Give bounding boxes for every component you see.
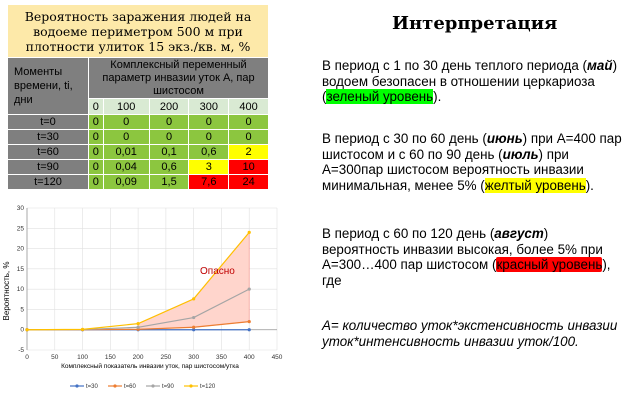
- data-point: [137, 322, 140, 325]
- y-tick-label: 0: [20, 326, 24, 334]
- y-tick-label: 20: [16, 245, 24, 253]
- data-point: [192, 326, 195, 329]
- x-tick-label: 450: [271, 354, 283, 361]
- probability-cell: 3: [189, 160, 229, 175]
- table-row: [8, 175, 269, 190]
- probability-cell: 0: [189, 130, 229, 145]
- y-tick-label: 25: [16, 225, 24, 233]
- y-tick-label: 5: [20, 306, 24, 314]
- danger-annotation: Опасно: [200, 266, 235, 277]
- probability-cell: 0: [89, 115, 104, 130]
- probability-line-chart: [0, 198, 290, 400]
- y-axis-label: Вероятность, %: [2, 261, 11, 321]
- a-value-header: 400: [229, 99, 269, 115]
- probability-cell: 0: [89, 130, 104, 145]
- paragraph-minimal: [322, 131, 622, 193]
- data-point: [192, 297, 195, 300]
- probability-cell: 2: [229, 145, 269, 160]
- x-tick-label: 150: [104, 354, 116, 361]
- text: В период с 60 по 120 день (: [322, 226, 495, 241]
- red-level-label: красный уровень: [496, 257, 603, 272]
- probability-cell: 0,6: [189, 145, 229, 160]
- table-row: [8, 130, 269, 145]
- x-axis-label: Комплексный показатель инвазии уток, пар шистосом/утка: [61, 363, 239, 370]
- month: май: [587, 58, 613, 73]
- data-point: [248, 288, 251, 291]
- text: В период с 1 по 30 день теплого периода (: [322, 58, 588, 73]
- legend-marker: [189, 384, 192, 387]
- table-row: [8, 145, 269, 160]
- legend-marker: [151, 384, 154, 387]
- table-row: [8, 160, 269, 175]
- legend-label: t=60: [124, 384, 136, 390]
- table-row: [8, 115, 269, 130]
- text: ) при А=300пар шистосом вероятность инвазии минимальная, менее 5% (: [322, 146, 584, 193]
- month: июль: [502, 146, 539, 162]
- y-tick-label: 30: [16, 205, 24, 212]
- x-tick-label: 300: [188, 354, 200, 361]
- green-level-label: зеленый уровень: [326, 89, 434, 104]
- probability-cell: 24: [229, 175, 269, 190]
- probability-cell: 0,1: [149, 145, 189, 160]
- data-point: [248, 320, 251, 323]
- probability-cell: 0: [149, 130, 189, 145]
- a-value-header: 100: [103, 99, 149, 115]
- time-label: t=30: [8, 130, 89, 145]
- probability-cell: 1,5: [149, 175, 189, 190]
- yellow-level-label: желтый уровень: [484, 177, 586, 193]
- x-tick-label: 0: [25, 354, 29, 361]
- legend-marker: [75, 384, 78, 387]
- time-label: t=0: [8, 115, 89, 130]
- time-column-header: Моменты времени, ti, дни: [8, 58, 89, 115]
- text: ).: [585, 177, 594, 193]
- interpretation-title: Интерпретация: [392, 13, 558, 34]
- probability-cell: 10: [229, 160, 269, 175]
- probability-cell: 0,01: [103, 145, 149, 160]
- x-tick-label: 100: [77, 354, 88, 361]
- x-tick-label: 250: [160, 354, 172, 361]
- paragraph-safe: [322, 58, 622, 105]
- legend-label: t=30: [86, 384, 98, 390]
- legend-marker: [113, 384, 116, 387]
- month: июнь: [486, 131, 523, 146]
- text: В период с 30 по 60 день (: [322, 131, 487, 146]
- data-point: [25, 328, 28, 331]
- probability-cell: 0: [89, 175, 104, 190]
- a-value-header: 300: [189, 99, 229, 115]
- probability-cell: 0: [89, 160, 104, 175]
- probability-cell: 0: [229, 130, 269, 145]
- text: ).: [433, 89, 442, 104]
- x-tick-label: 50: [51, 354, 59, 361]
- data-point: [248, 328, 251, 331]
- text: ), где: [322, 257, 611, 288]
- data-point: [137, 326, 140, 329]
- x-tick-label: 350: [216, 354, 227, 361]
- parameter-group-header: Комплексный переменный параметр инвазии уток А, пар шистосом: [89, 58, 269, 99]
- month: август: [494, 226, 544, 241]
- probability-cell: 0,09: [103, 175, 149, 190]
- data-point: [192, 316, 195, 319]
- x-tick-label: 200: [132, 354, 144, 361]
- infection-probability-table: [7, 4, 269, 190]
- y-tick-label: 10: [16, 286, 24, 294]
- formula-definition: А= количество уток*экстенсивность инвазии уток*интенсивность инвазии уток/100.: [322, 318, 618, 349]
- data-point: [248, 231, 251, 234]
- time-label: t=60: [8, 145, 89, 160]
- probability-cell: 0,6: [149, 160, 189, 175]
- a-value-header: 0: [89, 99, 104, 115]
- text: ) при А=400 пар шистосом и с 60 по 90 день (: [322, 131, 622, 162]
- x-tick-label: 400: [243, 354, 255, 361]
- time-label: t=90: [8, 160, 89, 175]
- probability-cell: 7,6: [189, 175, 229, 190]
- y-tick-label: -5: [18, 347, 24, 354]
- probability-cell: 0: [89, 145, 104, 160]
- time-label: t=120: [8, 175, 89, 190]
- text: ) вероятность инвазии высокая, более 5% при А=300…400 пар шистосом (: [322, 226, 603, 272]
- data-point: [81, 328, 84, 331]
- probability-cell: 0,04: [103, 160, 149, 175]
- probability-cell: 0: [189, 115, 229, 130]
- y-tick-label: 15: [16, 265, 24, 273]
- a-value-header: 200: [149, 99, 189, 115]
- paragraph-high: [322, 226, 622, 288]
- probability-cell: 0: [149, 115, 189, 130]
- probability-cell: 0: [103, 130, 149, 145]
- text: ) водоем безопасен в отношении церкариоза (: [322, 58, 618, 104]
- legend-label: t=90: [162, 384, 174, 390]
- table-title: Вероятность заражения людей на водоеме периметром 500 м при плотности улиток 15 экз./кв. м, %: [8, 5, 269, 58]
- probability-cell: 0: [229, 115, 269, 130]
- probability-cell: 0: [103, 115, 149, 130]
- legend-label: t=120: [200, 384, 216, 390]
